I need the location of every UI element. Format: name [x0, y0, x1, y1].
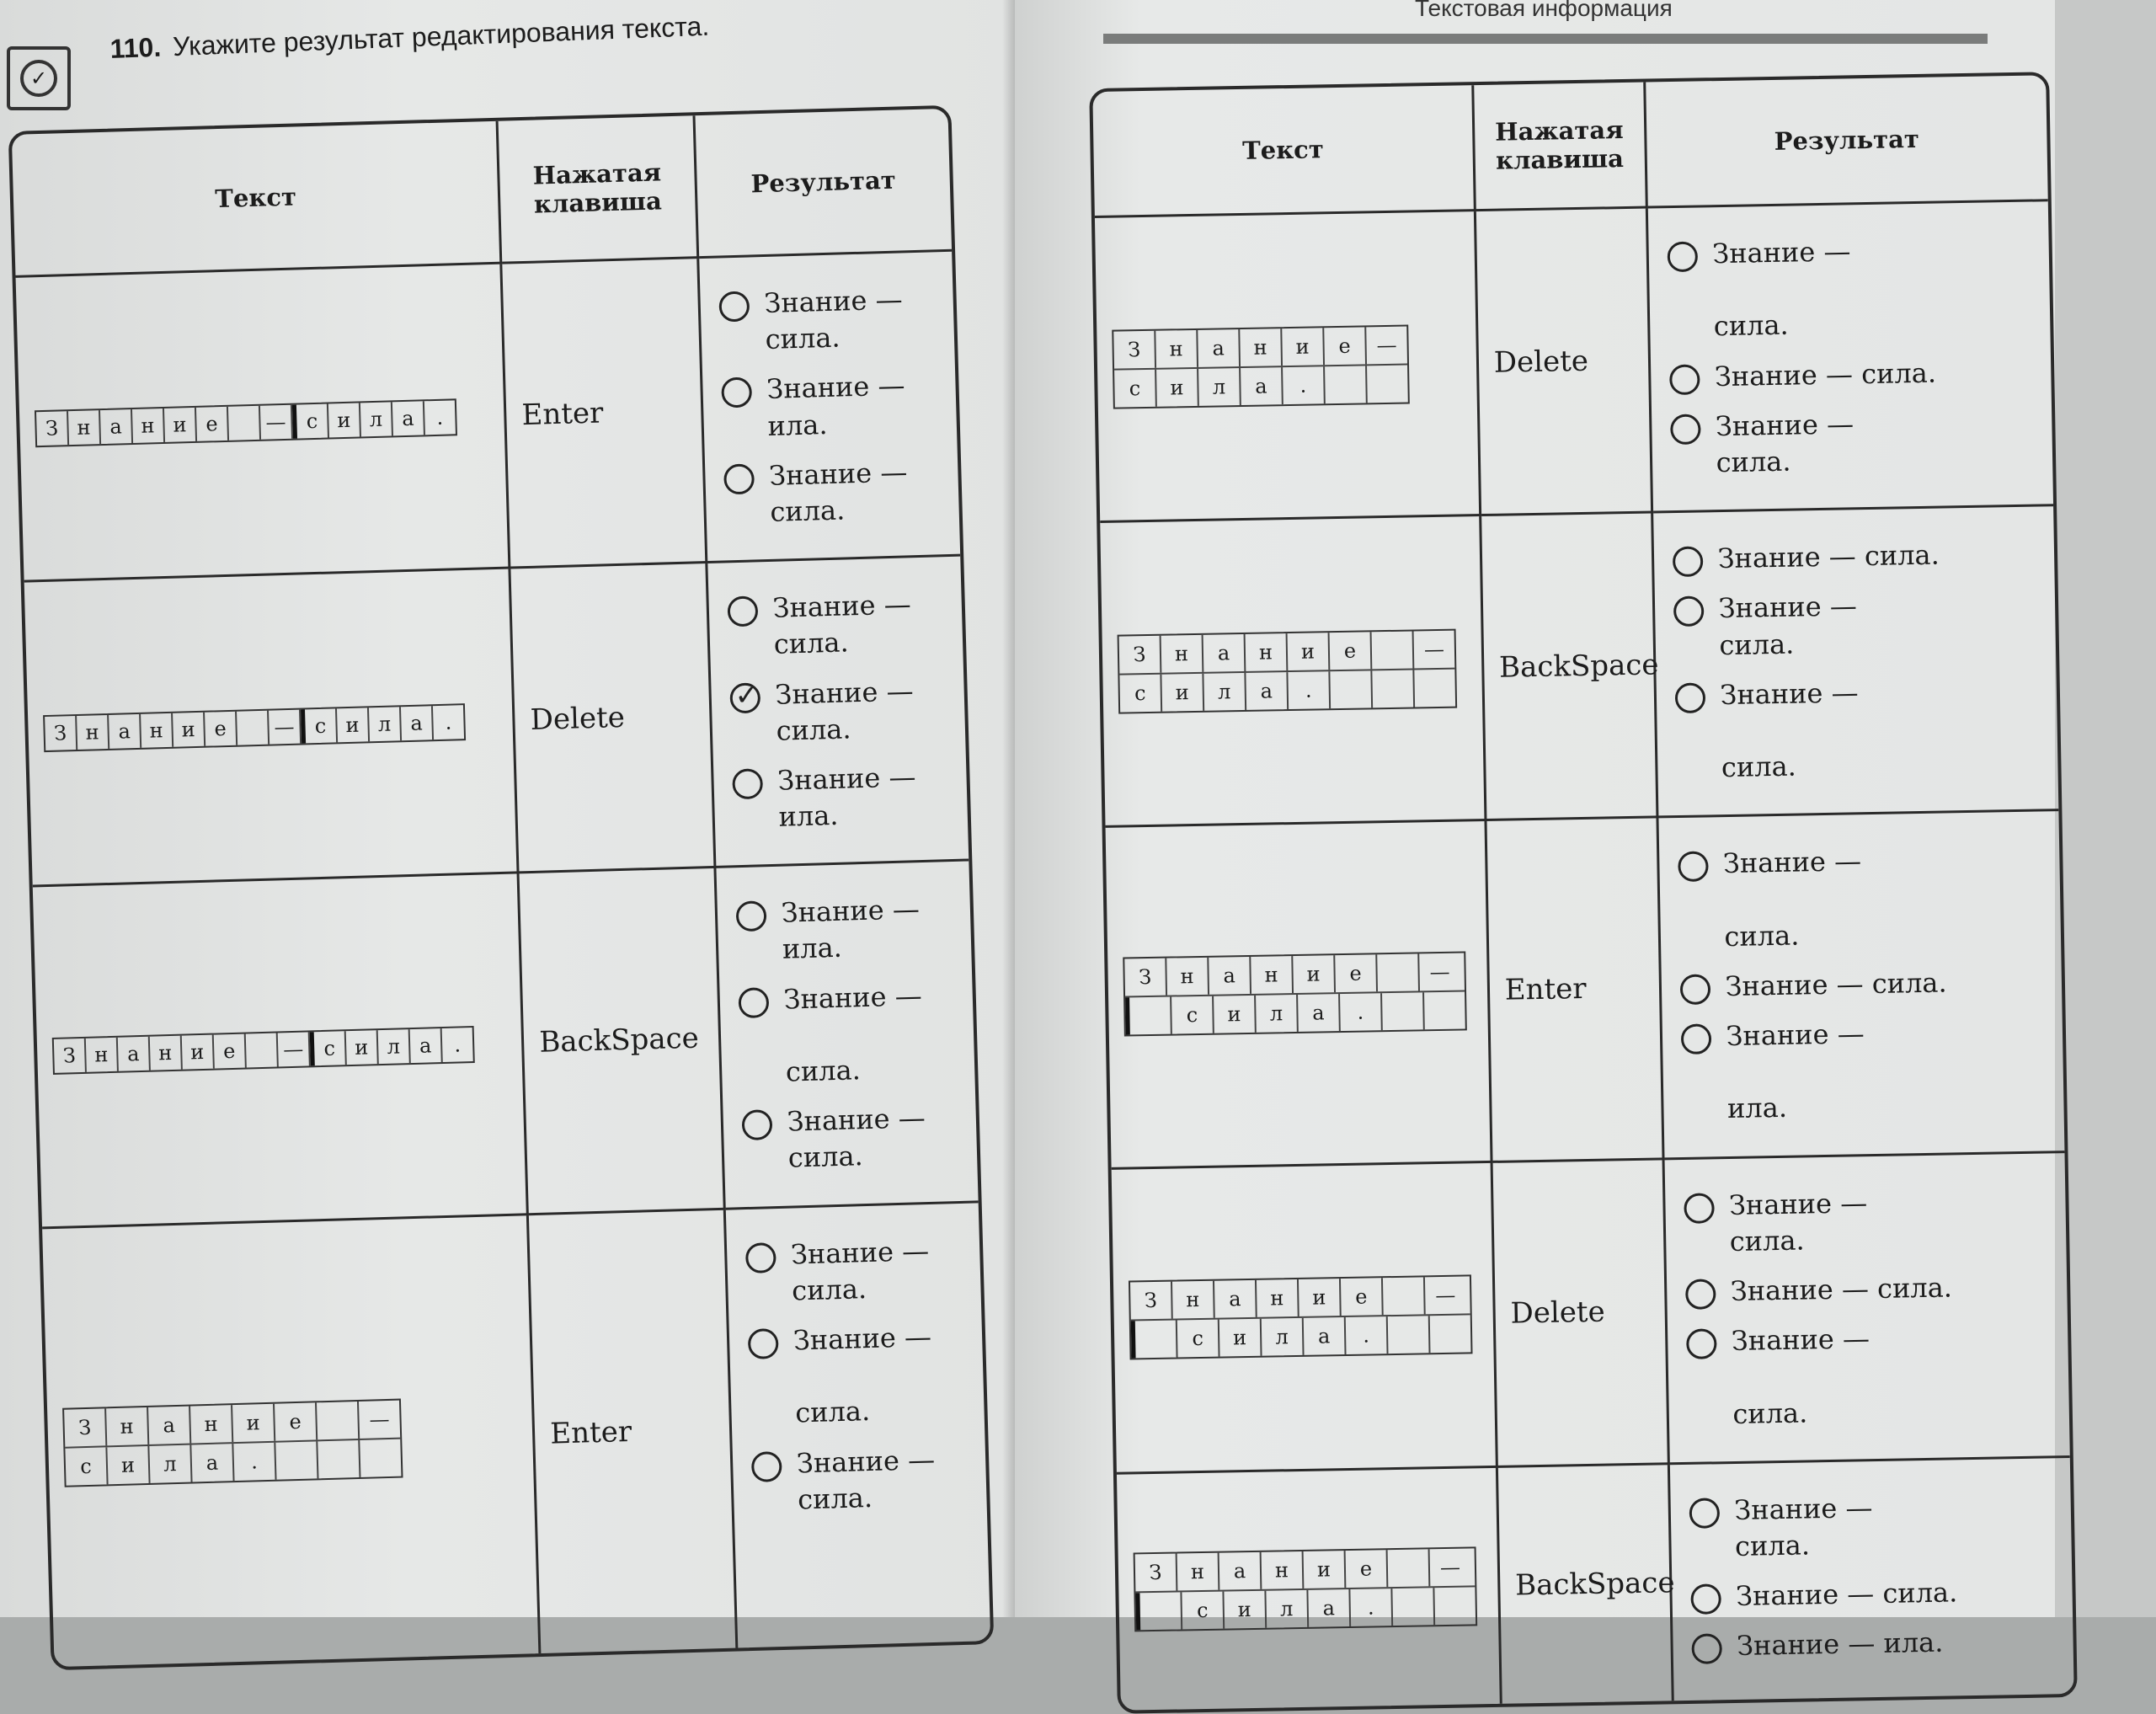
character-cell: а	[1198, 329, 1241, 367]
character-cell: .	[1288, 671, 1331, 709]
character-cell	[1392, 1588, 1435, 1626]
character-cell: З	[54, 1039, 87, 1073]
result-option[interactable]	[744, 1231, 966, 1311]
radio-empty-icon[interactable]	[1673, 596, 1704, 627]
character-cell: —	[260, 404, 293, 439]
character-grid-row	[1125, 992, 1465, 1035]
character-cell: е	[275, 1402, 318, 1440]
character-cell: л	[1203, 673, 1246, 711]
character-cell: н	[141, 713, 173, 747]
result-option[interactable]	[1690, 1573, 2057, 1615]
character-cell: л	[360, 402, 393, 436]
option-label: Знание — сила.	[1718, 590, 1858, 661]
character-cell: З	[64, 1408, 107, 1446]
pressed-key: Delete	[1476, 209, 1653, 517]
character-cell: и	[164, 407, 197, 441]
character-grid	[1112, 324, 1410, 408]
result-option[interactable]	[1679, 963, 2047, 1006]
table-row	[1112, 1153, 2070, 1475]
result-option[interactable]	[1669, 353, 2036, 396]
character-cell: е	[1330, 632, 1373, 670]
character-grid-row	[1119, 669, 1455, 712]
option-label: Знание — сила.	[783, 979, 923, 1088]
character-cell: е	[205, 711, 237, 745]
result-option[interactable]	[1674, 671, 2043, 787]
column-header: Нажатая клавиша	[1474, 83, 1647, 212]
result-option[interactable]	[718, 280, 940, 360]
character-cell: З	[1113, 330, 1156, 368]
character-cell: н	[1251, 956, 1294, 994]
character-cell: л	[369, 707, 402, 741]
character-cell	[1135, 1592, 1182, 1630]
character-cell: —	[1435, 1283, 1456, 1308]
character-cell: —	[269, 709, 302, 744]
character-cell: н	[77, 715, 109, 750]
character-cell: и	[328, 403, 361, 437]
character-cell: и	[346, 1031, 379, 1065]
character-cell: и	[182, 1035, 215, 1070]
text-cell	[1112, 1162, 1498, 1474]
result-option[interactable]	[738, 977, 960, 1092]
radio-empty-icon[interactable]	[1667, 242, 1698, 273]
radio-empty-icon[interactable]	[1689, 1498, 1720, 1529]
character-cell: и	[1282, 328, 1325, 366]
pressed-key: Delete	[1492, 1160, 1669, 1468]
character-cell: и	[1293, 956, 1336, 994]
radio-empty-icon[interactable]	[1672, 547, 1703, 578]
character-cell	[1377, 954, 1420, 992]
pressed-key: Enter	[529, 1209, 738, 1653]
result-option[interactable]	[741, 1099, 963, 1178]
table-row	[42, 1203, 990, 1667]
character-cell: н	[1161, 635, 1204, 673]
left-exercise-table	[8, 105, 995, 1670]
character-cell: н	[1166, 958, 1209, 996]
character-cell	[1388, 1316, 1431, 1354]
character-cell: —	[369, 1407, 390, 1432]
radio-empty-icon[interactable]	[1669, 364, 1700, 395]
character-cell	[246, 1033, 279, 1068]
character-cell: и	[107, 1445, 150, 1483]
text-cell	[1095, 211, 1481, 523]
result-option[interactable]	[723, 453, 945, 532]
character-cell	[1434, 1587, 1476, 1625]
option-label: Знание — сила.	[792, 1320, 932, 1429]
character-cell	[1131, 1321, 1178, 1359]
character-cell: л	[1266, 1590, 1309, 1628]
character-cell: с	[1171, 996, 1214, 1034]
character-grid-row	[1114, 365, 1408, 407]
task-badge	[7, 46, 71, 110]
result-options	[1658, 811, 2064, 1160]
running-rule	[1103, 34, 1988, 44]
character-cell: н	[106, 1407, 149, 1445]
radio-empty-icon[interactable]	[721, 377, 752, 408]
character-cell: —	[1376, 333, 1397, 357]
character-cell	[237, 710, 270, 745]
character-grid-row	[1113, 326, 1407, 370]
character-cell: н	[68, 410, 101, 445]
task-heading	[109, 11, 710, 65]
table-row	[1100, 506, 2058, 828]
character-cell	[317, 1402, 360, 1439]
character-cell: с	[301, 708, 338, 743]
character-cell: а	[1209, 957, 1251, 995]
radio-empty-icon[interactable]	[1684, 1193, 1715, 1224]
character-cell: л	[1198, 368, 1241, 406]
result-option[interactable]	[1678, 841, 2047, 956]
result-options	[1653, 506, 2059, 818]
character-cell: л	[378, 1029, 411, 1064]
text-cell	[42, 1215, 542, 1667]
option-label: Знание — сила.	[1735, 1576, 1958, 1613]
radio-checked-icon[interactable]	[729, 682, 760, 713]
character-cell: .	[1350, 1589, 1393, 1626]
text-cell	[33, 874, 529, 1229]
radio-empty-icon[interactable]	[738, 987, 769, 1018]
column-header: Текст	[12, 121, 503, 278]
character-grid-row	[1135, 1548, 1476, 1593]
character-grid-row	[1135, 1587, 1476, 1630]
option-label: Знание — сила.	[1731, 1322, 1870, 1430]
radio-empty-icon[interactable]	[1679, 974, 1710, 1005]
task-number: 110.	[109, 31, 162, 64]
character-cell: н	[150, 1036, 183, 1071]
text-cell	[16, 264, 511, 583]
character-cell: .	[436, 405, 444, 430]
character-cell: н	[132, 408, 165, 443]
character-cell: .	[1283, 366, 1326, 404]
character-cell: н	[1240, 328, 1283, 366]
option-label: Знание — сила.	[1722, 845, 1862, 953]
character-cell: л	[1256, 995, 1299, 1033]
character-cell: н	[1177, 1552, 1220, 1590]
radio-empty-icon[interactable]	[1678, 852, 1709, 883]
radio-empty-icon[interactable]	[1670, 414, 1701, 445]
character-cell	[1414, 669, 1455, 707]
result-option[interactable]	[735, 890, 957, 969]
character-cell: и	[232, 1403, 275, 1441]
character-cell: с	[310, 1032, 347, 1066]
character-cell: .	[1346, 1316, 1389, 1354]
result-option[interactable]	[1672, 536, 2039, 579]
option-label: Знание — сила.	[772, 588, 912, 661]
text-cell	[1117, 1468, 1502, 1711]
option-label: Знание — сила.	[1720, 675, 1859, 784]
character-cell: З	[1135, 1553, 1178, 1591]
character-cell	[1424, 992, 1465, 1030]
radio-empty-icon[interactable]	[745, 1242, 776, 1273]
radio-empty-icon[interactable]	[1685, 1279, 1716, 1310]
character-cell: и	[1304, 1551, 1347, 1589]
character-cell: н	[1257, 1279, 1299, 1317]
result-option[interactable]	[1684, 1268, 2052, 1311]
character-cell: .	[233, 1442, 276, 1480]
character-cell	[360, 1439, 401, 1476]
character-cell: н	[1155, 329, 1198, 367]
option-label: Знание — ила.	[766, 369, 905, 442]
character-cell: н	[190, 1405, 233, 1443]
radio-empty-icon[interactable]	[1680, 1023, 1711, 1055]
character-cell: а	[1219, 1551, 1262, 1589]
character-grid	[1134, 1546, 1478, 1631]
character-cell: а	[191, 1444, 234, 1482]
option-label: Знание — ила.	[781, 893, 921, 966]
result-options	[1664, 1153, 2070, 1465]
character-cell	[318, 1440, 360, 1478]
table-row	[24, 557, 969, 888]
character-cell: н	[1262, 1551, 1305, 1589]
character-grid	[1118, 628, 1458, 713]
character-cell: е	[1324, 327, 1367, 365]
character-cell: и	[1161, 674, 1204, 712]
radio-empty-icon[interactable]	[1674, 682, 1705, 713]
radio-empty-icon[interactable]	[723, 463, 755, 494]
character-cell: а	[1304, 1317, 1347, 1355]
result-options	[1647, 201, 2053, 513]
table-row	[16, 252, 961, 583]
character-cell	[1330, 670, 1373, 708]
result-options	[1669, 1458, 2073, 1701]
table-row	[1106, 811, 2065, 1169]
pressed-key: Enter	[503, 259, 708, 569]
character-cell: а	[392, 401, 425, 435]
character-cell: а	[118, 1037, 151, 1071]
character-cell: а	[109, 714, 141, 749]
character-cell: и	[1224, 1590, 1267, 1628]
result-option[interactable]	[1691, 1623, 2058, 1666]
result-option[interactable]	[1689, 1487, 2057, 1566]
character-cell	[1430, 1316, 1471, 1354]
option-label: Знание — сила.	[1715, 408, 1854, 479]
radio-empty-icon[interactable]	[1690, 1583, 1721, 1615]
result-options	[699, 252, 960, 563]
character-grid-row	[1131, 1316, 1471, 1359]
character-grid	[1129, 1275, 1473, 1360]
character-cell: а	[1298, 994, 1341, 1032]
character-cell: а	[1241, 367, 1283, 405]
result-options	[707, 557, 969, 868]
pressed-key: Enter	[1486, 819, 1664, 1163]
character-cell: —	[1423, 637, 1445, 661]
radio-empty-icon[interactable]	[727, 595, 758, 627]
right-exercise-table	[1089, 72, 2078, 1713]
option-label: Знание — ила.	[1726, 1017, 1865, 1125]
character-cell: и	[1156, 368, 1199, 406]
character-cell: е	[196, 406, 229, 441]
character-cell: З	[45, 716, 77, 750]
character-cell: с	[292, 403, 329, 438]
table-header-row	[1092, 75, 2047, 218]
character-cell: а	[410, 1028, 443, 1063]
character-cell: —	[278, 1033, 311, 1067]
pressed-key: Delete	[511, 563, 717, 874]
character-cell: л	[149, 1444, 192, 1482]
radio-empty-icon[interactable]	[735, 900, 766, 932]
option-label: Знание — сила.	[1711, 235, 1851, 343]
character-cell: н	[86, 1038, 119, 1072]
character-cell: е	[1346, 1550, 1389, 1588]
radio-empty-icon[interactable]	[718, 291, 750, 323]
option-label: Знание — сила.	[1734, 1491, 1873, 1562]
radio-empty-icon[interactable]	[741, 1109, 772, 1140]
character-cell: .	[445, 710, 452, 734]
character-cell: а	[100, 409, 133, 444]
character-cell: и	[337, 707, 370, 742]
result-option[interactable]	[1680, 1012, 2049, 1128]
character-cell	[275, 1441, 318, 1479]
character-cell: З	[36, 411, 69, 446]
character-cell: е	[214, 1034, 247, 1069]
character-cell: н	[1172, 1281, 1215, 1319]
check-circle-icon: ✓	[20, 60, 57, 97]
result-option[interactable]	[732, 758, 953, 837]
result-option[interactable]	[1686, 1317, 2055, 1433]
character-cell	[1382, 993, 1425, 1031]
character-cell: а	[1308, 1589, 1351, 1627]
option-label: Знание —сила.	[774, 674, 915, 747]
result-option[interactable]	[1684, 1182, 2052, 1261]
column-header: Результат	[1646, 75, 2048, 208]
running-title: Текстовая информация	[1415, 0, 1673, 21]
character-cells	[52, 1026, 475, 1075]
character-cell	[228, 405, 261, 440]
option-label: Знание — сила.	[796, 1443, 936, 1516]
result-option[interactable]	[721, 367, 942, 446]
character-cell: .	[453, 1033, 462, 1058]
character-cell: и	[1214, 996, 1257, 1033]
table-header-row	[12, 109, 952, 278]
table-row	[1095, 201, 2053, 523]
character-grid	[1123, 952, 1467, 1037]
character-cell: и	[173, 712, 205, 746]
character-cell: л	[1262, 1318, 1305, 1356]
character-cell: З	[1124, 958, 1167, 996]
table-row	[33, 862, 979, 1229]
pressed-key: BackSpace	[1498, 1465, 1674, 1704]
option-label: Знание —сила.	[787, 1102, 926, 1174]
character-grid-row	[1124, 953, 1465, 998]
character-cell: а	[401, 706, 434, 740]
character-cell: н	[1246, 633, 1289, 671]
result-option[interactable]	[747, 1318, 969, 1434]
task-text: Укажите результат редактирования текста.	[172, 10, 710, 62]
option-label: Знание — сила.	[1728, 1186, 1868, 1257]
result-option[interactable]	[1667, 231, 2036, 346]
result-option[interactable]	[727, 585, 948, 665]
option-label: Знание — сила.	[1725, 966, 1947, 1002]
pressed-key: BackSpace	[1481, 514, 1658, 822]
character-cell: с	[1114, 369, 1157, 407]
character-cell: а	[148, 1406, 191, 1444]
character-cell: З	[1119, 635, 1162, 673]
character-cell: а	[1203, 634, 1246, 672]
column-header: Результат	[695, 109, 952, 259]
radio-empty-icon[interactable]	[751, 1450, 782, 1482]
table-row	[1117, 1458, 2074, 1711]
character-cell: с	[65, 1447, 108, 1485]
character-cell: с	[1182, 1591, 1225, 1629]
option-label: Знание — сила.	[1714, 356, 1937, 392]
result-option[interactable]	[729, 672, 951, 751]
character-cell: а	[1214, 1280, 1257, 1318]
character-cell	[1383, 1277, 1426, 1315]
text-cell	[1100, 516, 1486, 828]
pressed-key: BackSpace	[520, 868, 726, 1215]
result-option[interactable]	[750, 1440, 972, 1519]
character-cell: е	[1335, 955, 1378, 993]
result-options	[716, 862, 978, 1210]
option-label: Знание — сила.	[763, 283, 904, 356]
radio-empty-icon[interactable]	[1691, 1634, 1722, 1665]
character-grid	[62, 1398, 403, 1487]
option-label: Знание — сила.	[1730, 1271, 1953, 1307]
radio-empty-icon[interactable]	[732, 768, 763, 799]
option-label: Знание — ила.	[1736, 1626, 1944, 1663]
radio-empty-icon[interactable]	[1686, 1328, 1717, 1359]
character-cells	[35, 398, 457, 447]
character-cell	[1372, 631, 1415, 669]
radio-empty-icon[interactable]	[748, 1328, 779, 1359]
result-options	[726, 1203, 991, 1647]
text-cell	[1106, 821, 1493, 1169]
character-cell: с	[1177, 1320, 1220, 1358]
character-cell: е	[1341, 1278, 1384, 1316]
result-option[interactable]	[1670, 403, 2038, 482]
result-option[interactable]	[1673, 585, 2041, 665]
character-cell: —	[1439, 1555, 1461, 1579]
character-cell	[1367, 365, 1408, 403]
option-label: Знание — ила.	[776, 761, 916, 833]
left-page	[0, 0, 1023, 1617]
character-cell: и	[1288, 633, 1331, 670]
character-cell	[1372, 670, 1415, 707]
column-header: Нажатая клавиша	[499, 115, 699, 264]
option-label: Знание —сила.	[768, 456, 908, 528]
character-cell: З	[1130, 1282, 1173, 1320]
character-cell: и	[1219, 1319, 1262, 1357]
character-grid-row	[1119, 630, 1455, 675]
character-cell	[1325, 366, 1368, 403]
character-cell: .	[1340, 994, 1383, 1032]
character-cell	[1388, 1549, 1431, 1587]
text-cell	[24, 569, 520, 888]
column-header: Текст	[1092, 85, 1476, 218]
option-label: Знание — сила.	[1717, 538, 1940, 575]
character-cell: —	[1429, 960, 1450, 985]
character-grid-row	[1130, 1277, 1470, 1322]
option-label: Знание — сила.	[790, 1234, 930, 1307]
character-cell: а	[1246, 672, 1289, 710]
character-cell	[1125, 997, 1172, 1035]
character-cell: с	[1119, 674, 1162, 712]
character-cell: и	[1299, 1279, 1342, 1316]
character-cells	[43, 703, 466, 752]
